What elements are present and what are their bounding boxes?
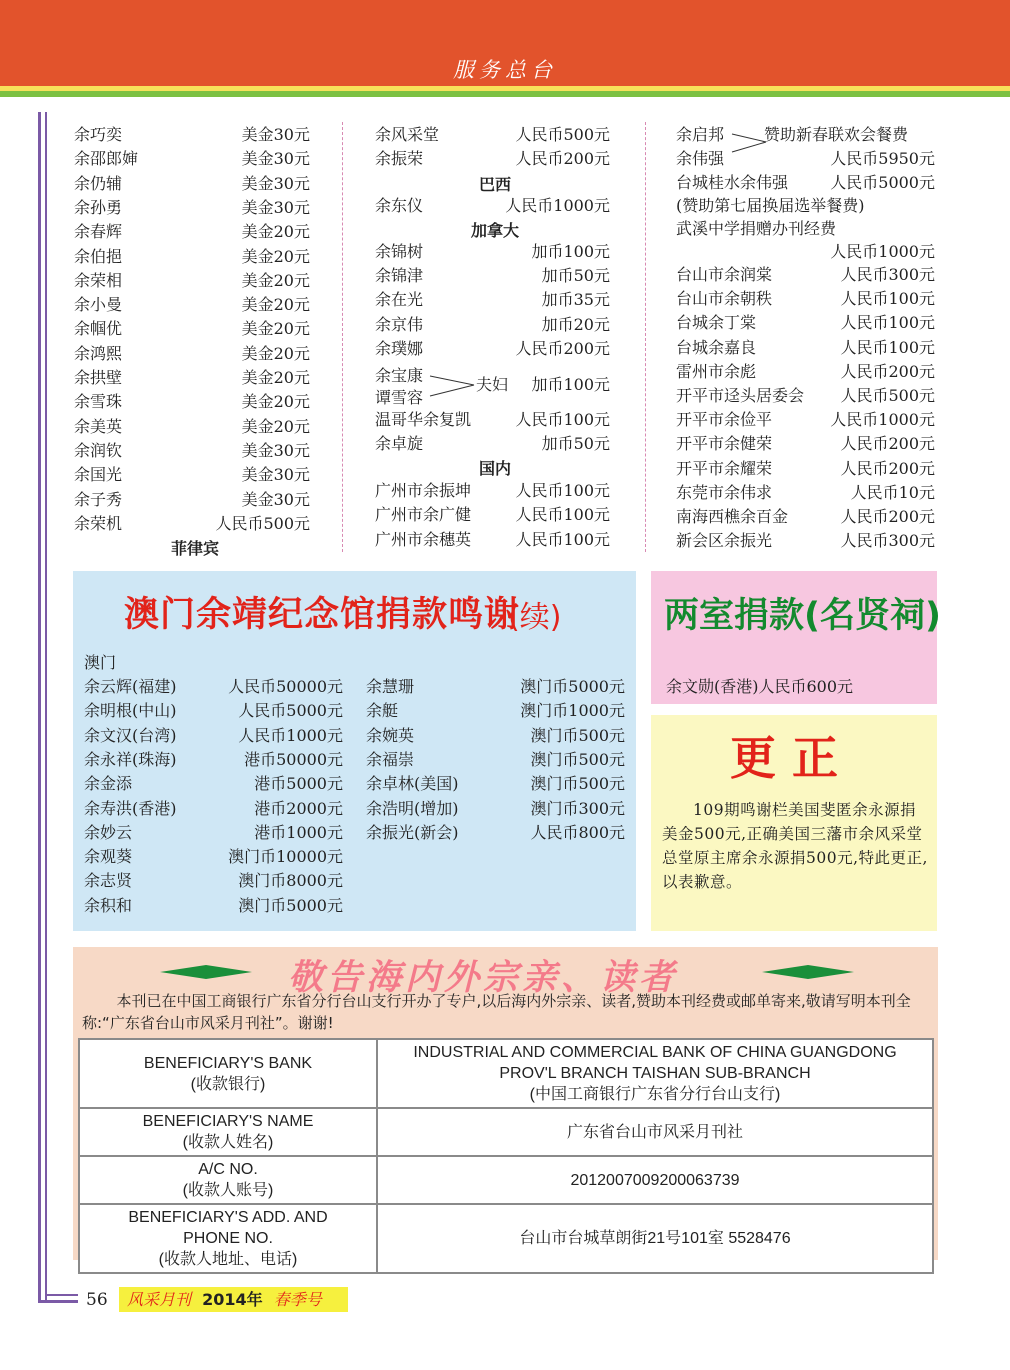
donor-amount: 加币50元 <box>541 434 610 453</box>
donor-amount: 美金20元 <box>241 319 310 339</box>
donor-amount: 人民币100元 <box>840 313 935 333</box>
macau-title: 澳门余靖纪念馆捐款鸣谢 <box>124 595 521 635</box>
donor-name: 台城余嘉良 <box>676 337 757 357</box>
donor-amount: 澳门币5000元 <box>238 895 343 915</box>
donor-row <box>676 481 935 505</box>
donor-amount: 人民币200元 <box>840 507 935 526</box>
donor-row <box>375 240 610 264</box>
header-stripe-green <box>0 91 1010 97</box>
bank-table-row <box>79 1204 933 1273</box>
label-cn: (收款银行) <box>190 1075 266 1093</box>
donor-row <box>74 439 310 463</box>
couple-name-1: 余宝康 <box>375 366 424 385</box>
donor-amount: 美金20元 <box>241 295 310 315</box>
donor-row <box>84 821 343 845</box>
couple-label: 夫妇 <box>476 375 509 394</box>
donor-amount: 人民币100元 <box>515 529 610 549</box>
donor-row <box>375 194 610 218</box>
donor-name: 台城余丁棠 <box>676 313 757 333</box>
donor-name: 余锦津 <box>375 266 424 286</box>
donor-row <box>676 384 935 408</box>
donor-name: 余荣相 <box>74 270 123 290</box>
donor-name: 余小曼 <box>74 295 123 315</box>
donor-amount: 美金20元 <box>241 416 310 436</box>
donor-row <box>74 172 310 196</box>
donor-amount: 人民币200元 <box>515 338 610 358</box>
donor-amount: 美金30元 <box>241 197 310 217</box>
donor-row <box>74 123 310 147</box>
bottom-border-line-inner <box>45 1294 78 1296</box>
donor-amount: 美金30元 <box>241 173 310 193</box>
donor-name: 余永祥(珠海) <box>84 749 177 769</box>
donor-amount: 人民币300元 <box>840 265 935 284</box>
donor-name: 余拱壁 <box>74 368 123 387</box>
donor-row <box>74 488 310 512</box>
donor-name: 广州市余广健 <box>375 505 472 525</box>
donor-name: 余妙云 <box>84 822 133 842</box>
donor-row <box>74 293 310 317</box>
donor-row <box>74 245 310 269</box>
correction-body: 109期鸣谢栏美国斐匿余永源捐美金500元,正确美国三藩市余风采堂总堂原主席余永源捐500元,特此更正,以表歉意。 <box>662 801 928 891</box>
heading-domestic: 国内 <box>478 459 511 478</box>
donor-amount: 人民币1000元 <box>830 242 935 261</box>
donor-amount: 人民币200元 <box>840 434 935 454</box>
donor-name: 余云辉(福建) <box>84 677 177 696</box>
donor-name: 余慧珊 <box>366 677 415 696</box>
donor-row <box>84 724 343 748</box>
donor-amount: 人民币100元 <box>840 289 935 309</box>
donor-amount: 港币2000元 <box>254 798 343 818</box>
donor-amount: 澳门币10000元 <box>228 847 343 867</box>
couple-name-2: 谭雪容 <box>375 388 424 407</box>
donor-row <box>676 432 935 456</box>
donor-row <box>366 821 625 845</box>
donor-row <box>375 288 610 312</box>
donor-name: 温哥华余复凯 <box>375 410 472 429</box>
donor-name: 余振光(新会) <box>366 822 459 842</box>
donor-row <box>84 869 343 893</box>
pair-note: 赞助新春联欢会餐费 <box>764 125 909 144</box>
donor-amount: 人民币1000元 <box>505 196 610 215</box>
donor-row <box>84 748 343 772</box>
donor-name: 余卓林(美国) <box>366 774 459 794</box>
donor-amount: 人民币500元 <box>840 386 935 405</box>
donor-name: 余志贤 <box>84 871 133 891</box>
donor-row <box>74 220 310 244</box>
bottom-border-line <box>38 1300 78 1303</box>
donor-row <box>375 503 610 527</box>
label-cn: (收款人账号) <box>182 1182 274 1199</box>
donor-amount: 人民币50000元 <box>228 677 343 696</box>
pair-amount: 人民币5950元 <box>830 149 935 168</box>
donor-name: 余荣机 <box>74 513 123 533</box>
donor-amount: 加币20元 <box>541 314 610 334</box>
rooms-entry: 余文勋(香港)人民币600元 <box>666 677 854 696</box>
donor-row <box>74 415 310 439</box>
donor-row: 台城桂水余伟强 人民币5000元 <box>676 173 935 192</box>
donor-amount: 加币50元 <box>541 266 610 286</box>
donor-amount: 加币35元 <box>541 290 610 310</box>
donor-row <box>84 845 343 869</box>
magazine-tag <box>119 1287 348 1312</box>
donor-name: 开平市余俭平 <box>676 410 773 430</box>
bank-table-label <box>79 1204 377 1273</box>
label-en: A/C NO. <box>198 1161 258 1178</box>
donor-name: 南海西樵余百金 <box>676 507 789 526</box>
bank-table-row <box>79 1156 933 1204</box>
left-border-line-inner <box>45 112 47 1302</box>
donor-row <box>676 287 935 311</box>
donor-row <box>74 390 310 414</box>
donor-name: 余婉英 <box>366 725 415 745</box>
donor-amount: 美金20元 <box>241 368 310 387</box>
donor-name: 余艇 <box>366 701 399 721</box>
donor-name: 开平市迳头居委会 <box>676 386 805 405</box>
donor-name: 新会区余振光 <box>676 531 773 551</box>
donor-amount: 港币1000元 <box>254 822 343 842</box>
donor-row <box>84 797 343 821</box>
label-en: BENEFICIARY'S ADD. AND PHONE NO. <box>128 1209 328 1247</box>
donor-amount: 人民币1000元 <box>830 410 935 430</box>
donor-row <box>74 147 310 171</box>
donor-note: (赞助第七届换届选举餐费) <box>676 196 865 215</box>
magazine-year: 2014年 <box>202 1290 263 1309</box>
donor-name: 余寿洪(香港) <box>84 798 177 818</box>
bank-table-row <box>79 1039 933 1108</box>
magazine-issue: 春季号 <box>273 1290 322 1309</box>
donor-row <box>676 263 935 287</box>
donor-amount: 人民币800元 <box>530 822 625 842</box>
donor-amount: 加币100元 <box>531 242 610 261</box>
value-line: INDUSTRIAL AND COMMERCIAL BANK OF CHINA GUANGDONG <box>413 1044 897 1061</box>
donor-row <box>74 512 310 536</box>
donor-row <box>676 408 935 432</box>
donor-name: 余国光 <box>74 465 123 485</box>
donor-name: 余东仪 <box>375 196 424 215</box>
donor-name: 台山市余朝秩 <box>676 289 773 309</box>
donor-name: 余京伟 <box>375 314 424 334</box>
donor-name: 余锦树 <box>375 242 424 261</box>
donor-name: 余在光 <box>375 290 424 310</box>
donor-row <box>84 772 343 796</box>
donor-name: 余文汉(台湾) <box>84 725 177 745</box>
magazine-name: 风采月刊 <box>127 1290 192 1309</box>
donor-row <box>375 264 610 288</box>
donor-row <box>375 123 610 147</box>
donor-amount: 人民币500元 <box>515 125 610 144</box>
bracket-lines <box>428 370 478 400</box>
donor-name: 余风采堂 <box>375 125 440 144</box>
donor-amount: 澳门币500元 <box>530 774 625 794</box>
value-line: 2012007009200063739 <box>570 1171 740 1189</box>
donor-name: 余巧奕 <box>74 125 123 144</box>
column-separator <box>645 122 646 552</box>
macau-title-suffix: (续) <box>508 600 562 635</box>
label-cn: (收款人地址、电话) <box>158 1251 298 1268</box>
bank-table-value <box>377 1204 933 1273</box>
donor-name: 余观葵 <box>84 847 133 867</box>
donor-amount: 美金30元 <box>241 125 310 144</box>
donor-amount: 人民币1000元 <box>238 725 343 745</box>
value-line: 广东省台山市风采月刊社 <box>566 1123 743 1141</box>
donor-row <box>676 360 935 384</box>
bank-table-label <box>79 1108 377 1156</box>
label-en: BENEFICIARY'S NAME <box>142 1113 314 1130</box>
bank-table-value <box>377 1108 933 1156</box>
donor-name: 余邵郎婶 <box>74 149 139 169</box>
donor-amount: 人民币5000元 <box>238 701 343 721</box>
donor-amount: 澳门币300元 <box>530 798 625 818</box>
bank-info-table <box>78 1038 934 1274</box>
donor-name: 余子秀 <box>74 489 123 509</box>
heading-canada: 加拿大 <box>470 221 519 240</box>
donor-name: 余雪珠 <box>74 392 123 412</box>
donor-name: 余振荣 <box>375 149 424 168</box>
donor-row <box>676 457 935 481</box>
donor-row <box>74 317 310 341</box>
donor-amount: 人民币100元 <box>515 505 610 525</box>
bank-table-value <box>377 1156 933 1204</box>
donor-row <box>74 269 310 293</box>
label-cn: (收款人姓名) <box>182 1134 274 1151</box>
diamond-arrow-icon <box>160 964 252 980</box>
donor-name: 余积和 <box>84 895 133 915</box>
donor-amount: 港币50000元 <box>244 749 343 769</box>
section-title: 服务总台 <box>453 58 557 82</box>
donor-name: 余卓旋 <box>375 434 424 453</box>
donor-name: 余帼优 <box>74 319 123 339</box>
donor-row <box>74 196 310 220</box>
value-line: (中国工商银行广东省分行台山支行) <box>529 1086 781 1103</box>
donor-row <box>375 408 610 432</box>
donor-row <box>366 797 625 821</box>
donor-amount: 人民币500元 <box>215 513 310 533</box>
donor-row <box>366 772 625 796</box>
donor-name: 余孙勇 <box>74 197 123 217</box>
donor-row <box>676 505 935 529</box>
pair-name-2: 余伟强 <box>676 149 725 168</box>
donor-amount: 人民币100元 <box>515 410 610 429</box>
donor-name: 余仍辅 <box>74 173 123 193</box>
donor-amount: 人民币200元 <box>840 458 935 478</box>
donor-amount: 澳门币8000元 <box>238 871 343 891</box>
donor-amount: 人民币200元 <box>840 361 935 381</box>
donor-name: 余鸿熙 <box>74 343 123 363</box>
donor-row <box>375 147 610 171</box>
donor-amount: 澳门币5000元 <box>520 677 625 696</box>
bank-table-value <box>377 1039 933 1108</box>
donor-name: 开平市余耀荣 <box>676 458 773 478</box>
donor-row <box>375 313 610 337</box>
donor-amount: 澳门币500元 <box>530 749 625 769</box>
bank-table-row <box>79 1108 933 1156</box>
donor-amount: 港币5000元 <box>254 774 343 794</box>
donor-name: 东莞市余伟求 <box>676 482 773 502</box>
donor-amount: 美金20元 <box>241 392 310 412</box>
donor-amount: 澳门币500元 <box>530 725 625 745</box>
diamond-arrow-icon <box>762 964 854 980</box>
label-en: BENEFICIARY'S BANK <box>143 1054 313 1072</box>
notice-body: 本刊已在中国工商银行广东省分行台山支行开办了专户,以后海内外宗亲、读者,赞助本刊经费或邮单寄来,敬请写明本刊全称:“广东省台山市风采月刊社”。谢谢! <box>82 992 911 1032</box>
donor-name: 余福崇 <box>366 749 415 769</box>
donor-row <box>676 529 935 553</box>
bank-table-label <box>79 1156 377 1204</box>
value-line: 台山市台城草朗街21号101室 5528476 <box>519 1230 791 1247</box>
donor-row <box>375 337 610 361</box>
couple-amount: 加币100元 <box>531 375 610 394</box>
donor-row <box>366 699 625 723</box>
donor-row <box>366 724 625 748</box>
donor-name: 广州市余穗英 <box>375 529 472 549</box>
donor-name: 广州市余振坤 <box>375 481 472 500</box>
donor-row <box>366 675 625 699</box>
page-number: 56 <box>86 1290 108 1310</box>
donor-amount: 美金20元 <box>241 246 310 266</box>
column-separator <box>342 122 343 552</box>
donor-amount: 美金20元 <box>241 270 310 290</box>
donor-amount: 人民币200元 <box>515 149 610 168</box>
donor-amount: 人民币300元 <box>840 531 935 551</box>
donor-name: 台山市余润棠 <box>676 265 773 284</box>
heading-philippines: 菲律宾 <box>170 539 219 558</box>
donor-row <box>676 336 935 360</box>
donor-row <box>375 479 610 503</box>
donor-name: 余润钦 <box>74 440 123 460</box>
donor-amount: 美金30元 <box>241 465 310 485</box>
rooms-title: 两室捐款(名贤祠) <box>664 596 941 636</box>
donor-row <box>74 463 310 487</box>
donor-name: 余明根(中山) <box>84 701 177 721</box>
value-line: PROV'L BRANCH TAISHAN SUB-BRANCH <box>499 1065 811 1082</box>
donor-name: 余美英 <box>74 416 123 436</box>
heading-brazil: 巴西 <box>478 175 511 194</box>
donor-amount: 人民币100元 <box>840 337 935 357</box>
donor-name: 余伯挹 <box>74 246 123 266</box>
donor-row <box>84 675 343 699</box>
donor-amount: 美金30元 <box>241 440 310 460</box>
donor-amount: 美金30元 <box>241 489 310 509</box>
donor-row <box>375 432 610 456</box>
donor-name: 开平市余健荣 <box>676 434 773 454</box>
donor-row <box>676 311 935 335</box>
donor-row <box>74 342 310 366</box>
donor-amount: 美金20元 <box>241 343 310 363</box>
donor-name: 余金添 <box>84 774 133 794</box>
donor-row <box>84 894 343 918</box>
donor-row <box>74 366 310 390</box>
donor-name: 雷州市余彪 <box>676 361 757 381</box>
notice-title: 敬告海内外宗亲、读者 <box>288 957 679 998</box>
donor-name: 余春辉 <box>74 222 123 242</box>
correction-title: 更 正 <box>730 731 839 785</box>
donor-amount: 美金20元 <box>241 222 310 242</box>
bank-table-label <box>79 1039 377 1108</box>
donor-note: 武溪中学捐赠办刊经费 <box>676 219 837 238</box>
macau-region: 澳门 <box>84 653 117 672</box>
donor-name: 余璞娜 <box>375 338 424 358</box>
donor-amount: 人民币10元 <box>850 482 935 502</box>
donor-amount: 人民币100元 <box>515 481 610 500</box>
donor-name: 余浩明(增加) <box>366 798 459 818</box>
donor-row <box>84 699 343 723</box>
donor-amount: 美金30元 <box>241 149 310 169</box>
donor-amount: 澳门币1000元 <box>520 701 625 721</box>
donor-row <box>366 748 625 772</box>
pair-name-1: 余启邦 <box>676 125 725 144</box>
donor-row <box>375 528 610 552</box>
left-border-line <box>38 112 41 1302</box>
